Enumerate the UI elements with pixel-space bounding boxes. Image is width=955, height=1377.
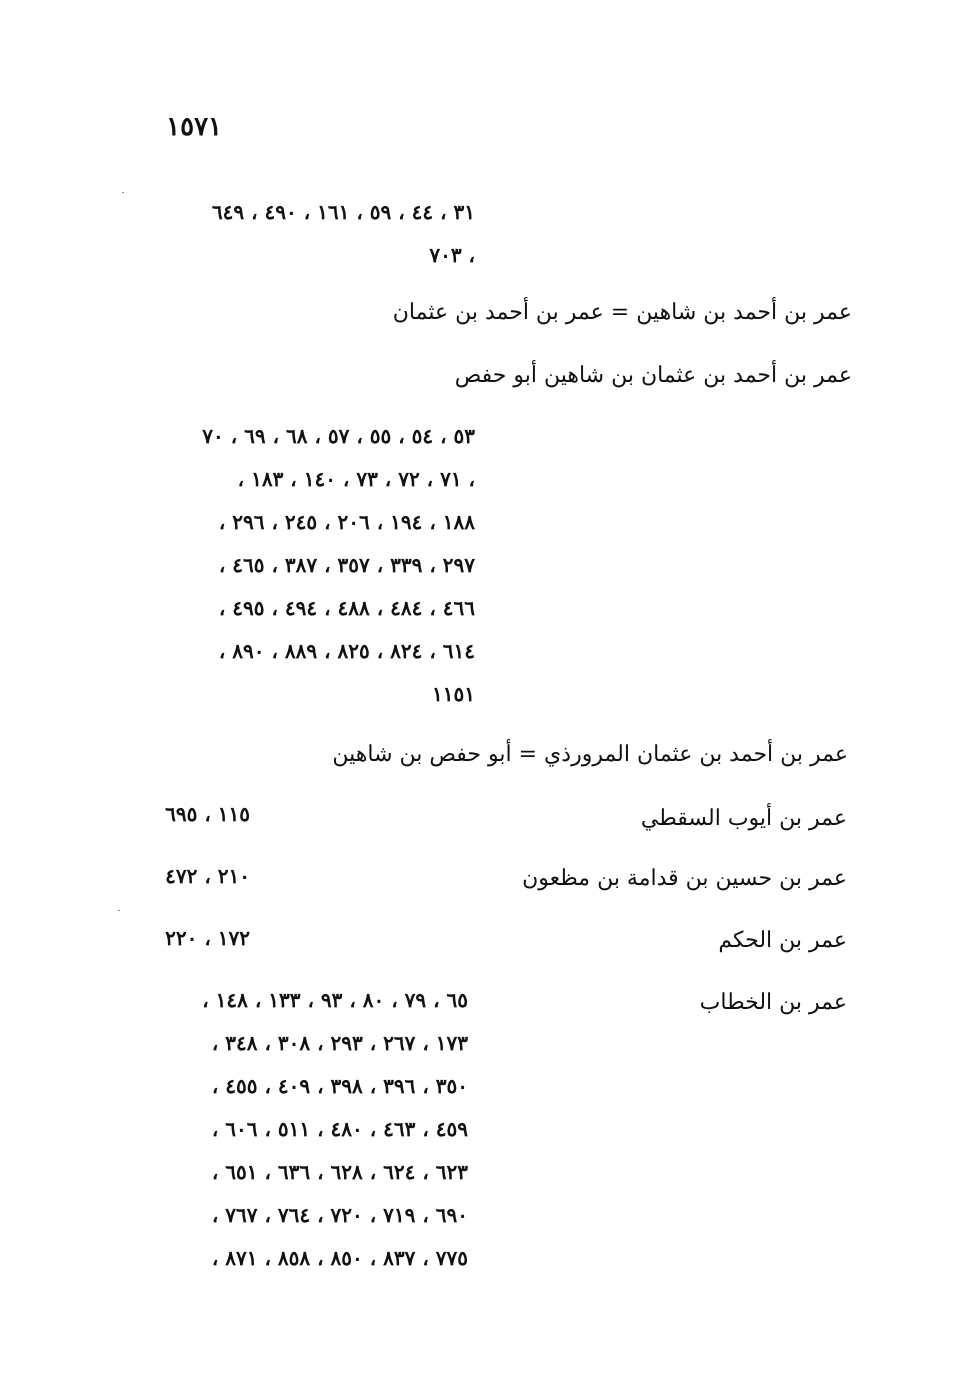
page-ref-line: ٦٥ ، ٧٩ ، ٨٠ ، ٩٣ ، ١٣٣ ، ١٤٨ ، [202,988,468,1012]
entry-name: عمر بن حسين بن قدامة بن مظعون [522,866,847,891]
page-ref-line: ٥٣ ، ٥٤ ، ٥٥ ، ٥٧ ، ٦٨ ، ٦٩ ، ٧٠ [202,424,475,448]
page-ref-line: ٦١٤ ، ٨٢٤ ، ٨٢٥ ، ٨٨٩ ، ٨٩٠ ، [218,639,475,663]
page-ref-line: ١٧٣ ، ٢٦٧ ، ٢٩٣ ، ٣٠٨ ، ٣٤٨ ، [211,1031,468,1055]
entry-name: عمر بن أيوب السقطي [640,806,847,831]
page-ref-line: ٢٩٧ ، ٣٣٩ ، ٣٥٧ ، ٣٨٧ ، ٤٦٥ ، [218,553,475,577]
page-ref-line: ٣٥٠ ، ٣٩٦ ، ٣٩٨ ، ٤٠٩ ، ٤٥٥ ، [211,1074,468,1098]
page-ref-line: ، ٧١ ، ٧٢ ، ٧٣ ، ١٤٠ ، ١٨٣ ، [237,467,475,491]
entry-name: عمر بن أحمد بن عثمان المرورذي = أبو حفص بن شاهين [332,742,848,767]
continuation-line: ٣١ ، ٤٤ ، ٥٩ ، ١٦١ ، ٤٩٠ ، ٦٤٩ [211,200,475,224]
entry-name: عمر بن الخطاب [699,990,847,1015]
page-ref-line: ١٧٢ ، ٢٢٠ [165,926,250,950]
page-ref-line: ٢١٠ ، ٤٧٢ [165,864,250,888]
page-ref-line: ١١٥ ، ٦٩٥ [165,802,250,826]
page-ref-line: ٤٥٩ ، ٤٦٣ ، ٤٨٠ ، ٥١١ ، ٦٠٦ ، [211,1117,468,1141]
page-ref-line: ١١٥١ [432,682,475,706]
scan-speck [118,910,120,911]
scan-speck [122,192,124,193]
page-ref-line: ٦٢٣ ، ٦٢٤ ، ٦٢٨ ، ٦٣٦ ، ٦٥١ ، [211,1160,468,1184]
entry-name: عمر بن الحكم [718,928,847,953]
page-ref-line: ٦٩٠ ، ٧١٩ ، ٧٢٠ ، ٧٦٤ ، ٧٦٧ ، [211,1203,468,1227]
entry-name: عمر بن أحمد بن عثمان بن شاهين أبو حفص [454,363,852,388]
continuation-line: ، ٧٠٣ [429,243,475,267]
page-ref-line: ٧٧٥ ، ٨٣٧ ، ٨٥٠ ، ٨٥٨ ، ٨٧١ ، [211,1246,468,1270]
page-ref-line: ١٨٨ ، ١٩٤ ، ٢٠٦ ، ٢٤٥ ، ٢٩٦ ، [218,510,475,534]
page-number: ١٥٧١ [166,112,222,142]
entry-name: عمر بن أحمد بن شاهين = عمر بن أحمد بن عثمان [392,300,852,325]
page-ref-line: ٤٦٦ ، ٤٨٤ ، ٤٨٨ ، ٤٩٤ ، ٤٩٥ ، [218,596,475,620]
